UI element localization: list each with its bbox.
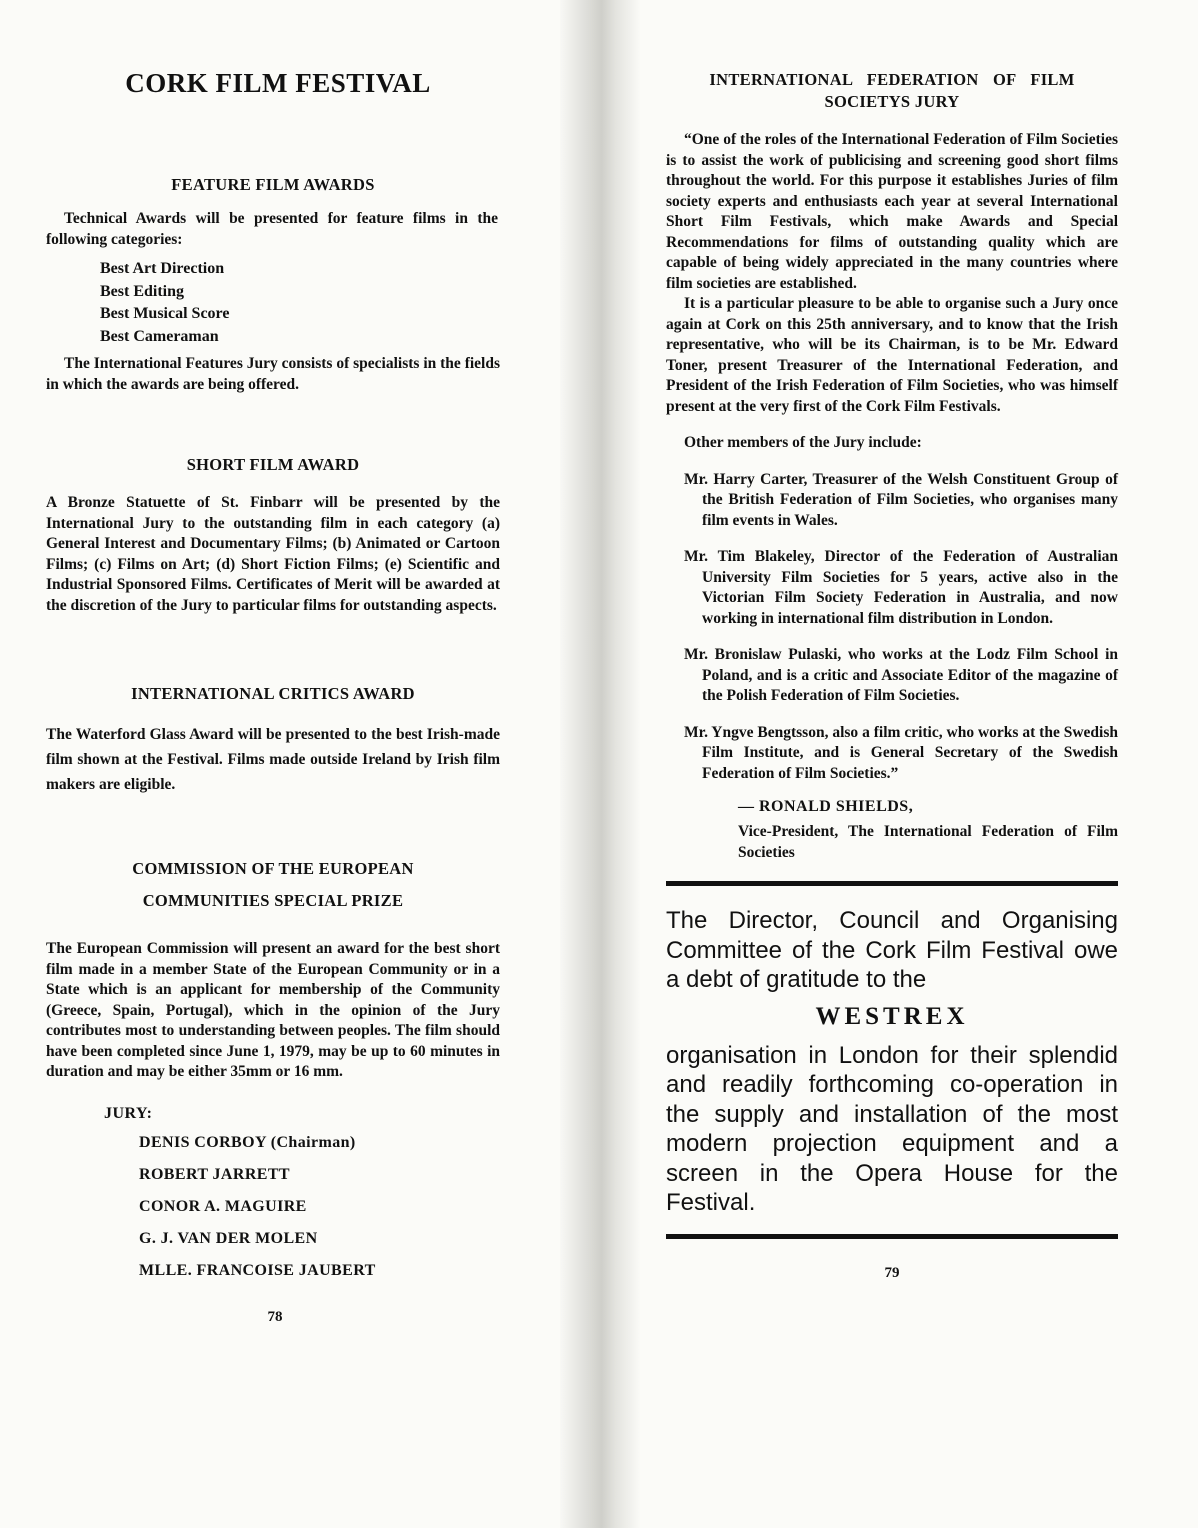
left-page	[46, 60, 500, 1326]
critics-award-heading: INTERNATIONAL CRITICS AWARD	[131, 684, 415, 703]
list-item: Best Editing	[100, 282, 185, 300]
jury-list	[46, 1127, 500, 1287]
jury-member-entry: Mr. Yngve Bengtsson, also a film critic, who works at the Swedish Film Institute, and is General Secretary of the Swedish Federation of Film Societies.”	[684, 723, 1118, 782]
feature-awards-heading: FEATURE FILM AWARDS	[171, 175, 375, 194]
short-film-award-text: A Bronze Statuette of St. Finbarr will be presented by the International Jury to the outstanding film in each category (a) General Interest and Documentary Films; (b) Animated or Cartoon Films; (c) Films on Art; (d) Short Fiction Films; (e) Scientific and Industrial Sponsored Films. Certificates of Merit will be awarded at the discretion of the Jury to particular films for outstanding aspects.	[46, 494, 500, 614]
jury-member: G. J. VAN DER MOLEN	[139, 1229, 318, 1247]
page-title: CORK FILM FESTIVAL	[125, 68, 431, 98]
feature-categories-list	[46, 258, 500, 348]
jury-member: MLLE. FRANCOISE JAUBERT	[139, 1261, 376, 1279]
divider-top	[666, 881, 1118, 886]
short-film-award-heading: SHORT FILM AWARD	[186, 455, 360, 474]
thanks-text-after: organisation in London for their splendid and readily forthcoming co-operation in the supply and installation of the most modern projection equipment and a screen in the Opera House for the Festival.	[666, 1041, 1118, 1216]
list-item: Best Musical Score	[100, 305, 230, 322]
signature-name: — RONALD SHIELDS,	[738, 798, 914, 815]
right-page	[666, 70, 1118, 1282]
page-number-right: 79	[884, 1264, 900, 1281]
jury-member-entry: Mr. Bronislaw Pulaski, who works at the Lodz Film School in Poland, and is a critic and Associate Editor of the magazine of the Polish Federation of Film Societies.	[684, 646, 1118, 704]
ifs-paragraph-2: It is a particular pleasure to be able to organise such a Jury once again at Cork on this 25th anniversary, and to know that the Irish representative, who will be its Chairman, is to be Mr. Edward Toner, present Treasurer of the International Federation, and President of the Irish Federation of Film Societies, who was himself present at the very first of the Cork Film Festivals.	[666, 295, 1118, 415]
feature-awards-intro: Technical Awards will be presented for feature films in the following categories:	[46, 210, 498, 248]
divider-bottom	[666, 1234, 1118, 1239]
list-item: Best Art Direction	[100, 260, 225, 277]
westrex-brand: WESTREX	[815, 1002, 969, 1030]
ifs-jury-heading-line2: SOCIETYS JURY	[824, 92, 960, 111]
page-number-left: 78	[267, 1308, 283, 1325]
critics-award-text: The Waterford Glass Award will be presented to the best Irish-made film shown at the Festival. Films made outside Ireland by Irish film makers are eligible.	[46, 726, 500, 793]
other-members-intro: Other members of the Jury include:	[684, 434, 922, 451]
commission-heading-line2: COMMUNITIES SPECIAL PRIZE	[142, 891, 404, 910]
ifs-paragraph-1: “One of the roles of the International Federation of Film Societies is to assist the work of publicising and screening good short films throughout the world. For this purpose it establishes Juries of film society experts and enthusiasts each year at several International Short Film Festivals, which make Awards and Special Recommendations for films of outstanding quality which are capable of being widely appreciated in the many countries where film societies are established.	[666, 131, 1118, 292]
ifs-jury-heading-line1: INTERNATIONAL FEDERATION OF FILM	[709, 70, 1075, 89]
jury-member: DENIS CORBOY (Chairman)	[139, 1133, 356, 1151]
thanks-text-before: The Director, Council and Organising Committee of the Cork Film Festival owe a debt of gratitude to the	[666, 907, 1118, 993]
jury-label: JURY:	[104, 1104, 153, 1122]
jury-member-entry: Mr. Tim Blakeley, Director of the Federation of Australian University Film Societies for 5 years, active also in the Victorian Film Society Federation in Australia, and now working in international film distribution in London.	[684, 548, 1118, 627]
features-jury-note: The International Features Jury consists of specialists in the fields in which the awards are being offered.	[46, 355, 500, 393]
jury-member-entry: Mr. Harry Carter, Treasurer of the Welsh Constituent Group of the British Federation of Film Societies, who organises many film events in Wales.	[684, 470, 1118, 529]
signature-role: Vice-President, The International Federation of Film Societies	[738, 823, 1118, 861]
commission-text: The European Commission will present an award for the best short film made in a member State of the European Community or in a State which is an applicant for membership of the Community (Greece, Spain, Portugal), which in the opinion of the Jury contributes most to understanding between peoples. The film should have been completed since June 1, 1979, may be up to 60 minutes in duration and may be either 35mm or 16 mm.	[46, 940, 500, 1080]
commission-heading-line1: COMMISSION OF THE EUROPEAN	[132, 859, 414, 878]
jury-member: ROBERT JARRETT	[139, 1165, 290, 1183]
book-gutter	[560, 0, 640, 1528]
list-item: Best Cameraman	[100, 327, 219, 345]
jury-member: CONOR A. MAGUIRE	[139, 1197, 307, 1215]
